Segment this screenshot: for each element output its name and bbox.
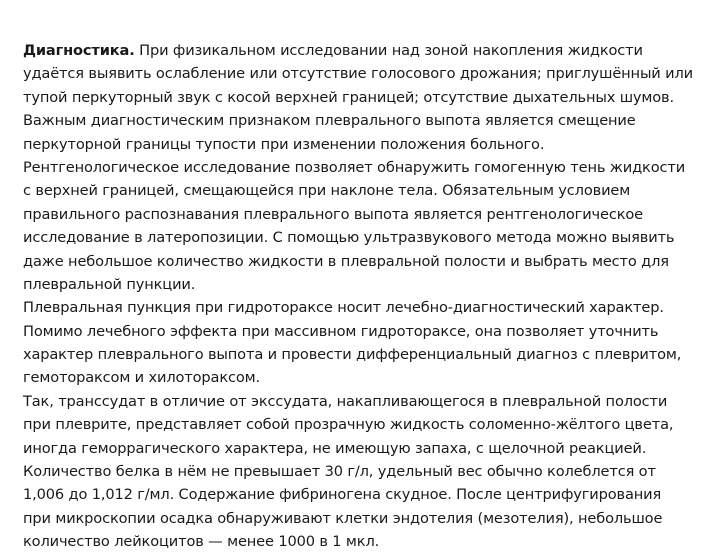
text-line-8: правильного распознавания плеврального выпота является рентгенологическое	[23, 205, 643, 223]
text-line-19: Количество белка в нём не превышает 30 г/л, удельный вес обычно колеблется от	[23, 463, 656, 481]
text-line-18: иногда геморрагического характера, не имеющую запаха, с щелочной реакцией.	[23, 439, 647, 457]
text-line-16: Так, транссудат в отличие от экссудата, накапливающегося в плевральной полости	[23, 392, 668, 410]
text-line-2: удаётся выявить ослабление или отсутствие голосового дрожания; приглушённый или	[23, 65, 693, 83]
text-line-9: исследование в латеропозиции. С помощью ультразвукового метода можно выявить	[23, 229, 675, 247]
text-line-1	[23, 39, 703, 62]
text-line-11: плевральной пункции.	[23, 275, 196, 293]
text-line-3: тупой перкуторный звук с косой верхней границей; отсутствие дыхательных шумов.	[23, 88, 674, 106]
text-line-13: Помимо лечебного эффекта при массивном гидротораксе, она позволяет уточнить	[23, 322, 659, 340]
text-line-12: Плевральная пункция при гидротораксе носит лечебно-диагностический характер.	[23, 299, 664, 317]
text-line-14: характер плеврального выпота и провести дифференциальный диагноз с плевритом,	[23, 346, 682, 364]
heading: Диагностика.	[23, 42, 135, 59]
text-line-17: при плеврите, представляет собой прозрачную жидкость соломенно-жёлтого цвета,	[23, 416, 674, 434]
text-line-22: количество лейкоцитов — менее 1000 в 1 мкл.	[23, 533, 380, 551]
text-line-6: Рентгенологическое исследование позволяет обнаружить гомогенную тень жидкости	[23, 158, 686, 176]
text-line-4: Важным диагностическим признаком плеврального выпота является смещение	[23, 112, 636, 130]
text-line-15: гемотораксом и хилотораксом.	[23, 369, 260, 387]
text-line-20: 1,006 до 1,012 г/мл. Содержание фибриногена скудное. После центрифугирования	[23, 486, 662, 504]
document-text	[23, 39, 703, 554]
text-line-7: с верхней границей, смещающейся при наклоне тела. Обязательным условием	[23, 182, 631, 200]
text-line-5: перкуторной границы тупости при изменении положения больного.	[23, 135, 545, 153]
text-line-10: даже небольшое количество жидкости в плевральной полости и выбрать место для	[23, 252, 669, 270]
text-line-1-rest: При физикальном исследовании над зоной накопления жидкости	[134, 42, 643, 59]
text-line-21: при микроскопии осадка обнаруживают клетки эндотелия (мезотелия), небольшое	[23, 509, 663, 527]
